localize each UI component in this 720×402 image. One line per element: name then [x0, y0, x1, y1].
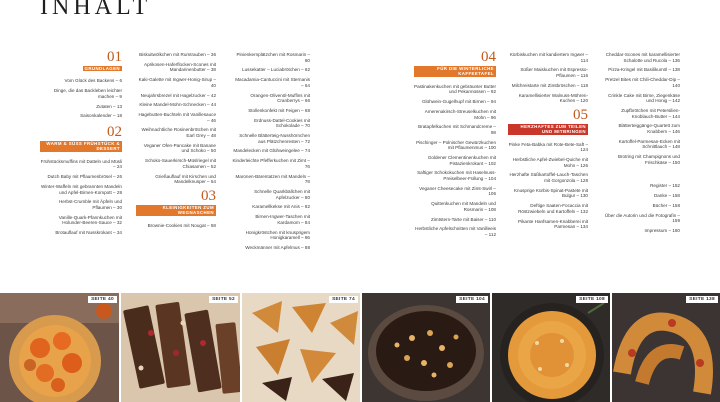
page-badge: SEITE 52: [209, 296, 238, 303]
toc-entry[interactable]: Pinke Feta-Babka mit Rote-Bete-Saft – 124: [508, 141, 588, 153]
toc-entry[interactable]: Milchreistarte mit Zimtbröschen – 118: [511, 82, 588, 88]
toc-entry[interactable]: Vom Glück des Backens – 6: [64, 78, 122, 84]
toc-entry[interactable]: Bratapfelkuchen mit Schmandcreme – 98: [418, 124, 496, 135]
toc-entry[interactable]: Kürbiskuchen mit kandiertem Ingwer – 114: [509, 52, 588, 63]
toc-entry[interactable]: Pretzel Bites mit Chili-Cheddar-Dip – 140: [605, 77, 680, 88]
section-tag: KLEINIGKEITEN ZUM WEGNASCHEN: [136, 205, 216, 216]
toc-entry[interactable]: Aprikosen-Haferflocken-Scones mit Mandarinenbutter – 38: [144, 61, 216, 73]
photo-strip: [0, 293, 720, 402]
recipe-photo[interactable]: [492, 293, 610, 402]
toc-entry[interactable]: Honigkröstchen mit knusprigem Honigkaramell – 86: [245, 229, 310, 241]
toc-entry[interactable]: Crinkle Cake mit Birne, Ziegenkäse und Honig – 142: [608, 92, 680, 104]
toc-entry[interactable]: Karamellkekse mit Anis – 82: [252, 204, 310, 210]
index-entry[interactable]: Register – 152: [650, 183, 680, 189]
recipe-photo[interactable]: [242, 293, 360, 402]
toc-entry[interactable]: Weckmänner mit Apfelmus – 88: [245, 244, 310, 250]
toc-entry[interactable]: Winter-Waffeln mit gebrannten Mandeln und Apfel-Birnen-Kompott – 28: [41, 183, 122, 195]
toc-entry[interactable]: Kartoffel-Parmesan-Ecken mit Schnittlauch – 148: [618, 138, 680, 150]
toc-entry[interactable]: Quittenkuchen mit Mandeln und Rosmarin – 108: [431, 201, 496, 212]
toc-entry[interactable]: Schoko-Sauerkirsch-Müslriegel mit Chiasamen – 52: [145, 158, 216, 169]
section-number: 03: [201, 187, 216, 204]
toc-entry[interactable]: Birnen-Ingwer-Taschen mit Kardamom – 84: [255, 214, 310, 225]
page-title: INHALT: [40, 0, 152, 20]
toc-entry[interactable]: Stollenkonfekt mit Feigen – 68: [248, 107, 310, 113]
toc-column-4: [414, 48, 496, 242]
toc-entry[interactable]: Dutch Baby mit Pflaumenbrösel – 26: [47, 174, 122, 180]
toc-entry[interactable]: Pinienkernplätzchen mit Rosmarin – 60: [236, 52, 310, 63]
recipe-photo[interactable]: [121, 293, 240, 402]
section-tag: FÜR DIE WINTERLICHE KAFFEETAFEL: [414, 66, 496, 77]
toc-entry[interactable]: Brotring mit Champignons und Frischkäse – 150: [617, 154, 680, 165]
toc-entry[interactable]: Pizza-Kringel mit Basilikumöl – 138: [608, 67, 680, 73]
section-number: 01: [107, 49, 122, 65]
toc-entry[interactable]: Biskuitwölkchen mit Rumtrauben – 36: [139, 52, 216, 57]
toc-entry[interactable]: Zimtstern-Tarte mit Baiser – 110: [430, 216, 496, 222]
toc-column-5: [508, 52, 588, 234]
recipe-photo[interactable]: [362, 293, 490, 402]
toc-entry[interactable]: Brownie-Cookies mit Nougat – 58: [147, 222, 216, 228]
toc-entry[interactable]: Saisonkalender – 18: [80, 113, 122, 119]
toc-entry[interactable]: Herbst-Crumble mit Äpfeln und Pflaumen – 30: [58, 199, 122, 210]
section-number: 05: [573, 106, 588, 123]
page-badge: SEITE 74: [329, 296, 358, 303]
section-number: 04: [481, 49, 496, 65]
toc-entry[interactable]: Maronen-Bärentatzen mit Mandeln – 78: [235, 173, 310, 185]
section-tag: GRUNDLAGEN: [84, 66, 120, 71]
toc-entry[interactable]: Deftige Saaten-Focaccia mit Röstzwiebeln und Kartoffeln – 132: [518, 203, 588, 214]
toc-entry[interactable]: Herbstliche Apfel-Zwiebel-Quiche mit Mohn – 126: [512, 157, 588, 168]
index-entry[interactable]: Danke – 158: [653, 193, 680, 199]
toc-entry[interactable]: Schnelle Quarkbällchen mit Apfelzucker – 80: [254, 188, 310, 200]
toc-entry[interactable]: Süßer Maiskuchen mit Espresso-Pflaumen – 116: [520, 67, 588, 78]
toc-entry[interactable]: Herzhafte Süßkartoffel-Lauch-Taschen mit Gorgonzola – 128: [509, 172, 588, 184]
toc-entry[interactable]: Saftiger Schokokuchen mit Haselnuss-Preiselbeer-Füllung – 104: [417, 170, 496, 182]
recipe-photo[interactable]: [612, 293, 720, 402]
toc-entry[interactable]: Amerenakirsch-Streuselkuchen mit Mohn – 96: [424, 108, 496, 120]
recipe-photo[interactable]: [0, 293, 119, 402]
toc-column-2: [136, 52, 216, 233]
toc-entry[interactable]: Blätterteiggänge-Quartett zum Knabbern – 146: [618, 123, 680, 134]
toc-entry[interactable]: Schnelle Blätterteig-Nusshörnchen aus Plätzchenresten – 72: [239, 133, 310, 144]
toc-entry[interactable]: Pischinger – Polnischer Gewürzkuchen mit Pflaumenmus – 100: [416, 139, 496, 151]
toc-entry[interactable]: Frühstücksmuffins mit Datteln und Müsli – 24: [40, 158, 122, 170]
toc-entry[interactable]: Zupfbrötchen mit Petersilien-Knoblauch-Butter – 144: [621, 107, 680, 119]
page-badge: SEITE 40: [88, 296, 117, 303]
toc-column-1: [40, 48, 122, 240]
toc-entry[interactable]: Herbstliche Apfelschnitten mit Vanilleeis – 112: [415, 226, 496, 237]
toc-column-3: [232, 52, 310, 255]
toc-entry[interactable]: Zutaten – 13: [96, 103, 122, 109]
toc-entry[interactable]: Kinderleichte Pfefferkuchen mit Zimt – 76: [232, 158, 310, 169]
toc-entry[interactable]: Weihnachtliche Rosinenbrötchen mit Earl Grey – 48: [141, 127, 216, 139]
toc-entry[interactable]: Mandelecken mit Glühweingelee – 74: [233, 148, 310, 154]
toc-entry[interactable]: Lussekatter – Luciabrötchen – 62: [242, 67, 310, 73]
toc-entry[interactable]: Orangen-Olivenöl-Muffins mit Cranberrys – 66: [250, 92, 310, 104]
toc-entry[interactable]: Veganer Cheesecake mit Zimt-Swirl – 106: [419, 185, 496, 197]
index-entry[interactable]: Über die Autorin und die Fotografin – 159: [604, 212, 680, 224]
toc-entry[interactable]: Cheddar-Scones mit karamellisierter Schalotte und Rucola – 136: [605, 52, 680, 63]
page-badge: SEITE 138: [686, 296, 718, 303]
toc-entry[interactable]: Dinge, die das Backleben leichter machen – 9: [53, 88, 122, 99]
toc-entry[interactable]: Karamellisierter Walnuss-Möhren-Kuchen – 120: [518, 92, 588, 104]
toc-entry[interactable]: Vanille-Quark-Pfannkuchen mit Holunder-Beeren-Sauce – 32: [58, 214, 122, 226]
toc-entry[interactable]: Pastinakenkuchen mit gebräunter Butter und Pekannüssen – 92: [414, 83, 496, 95]
toc-entry[interactable]: Kaki-Galette mit Ingwer-Honig-Sirup – 40: [138, 77, 216, 88]
toc-entry[interactable]: Veganer Ofen-Pancake mit Banane und Schoko – 50: [143, 142, 216, 154]
page-badge: SEITE 104: [456, 296, 488, 303]
toc-entry[interactable]: Glühwein-Gugelhupf mit Birnen – 94: [421, 99, 496, 105]
toc-entry[interactable]: Pikante Hanfsamen-Knabberei mit Parmesan – 134: [518, 218, 588, 230]
section-tag: WARM & SÜSS FRÜHSTÜCK & DESSERT: [40, 141, 122, 152]
toc-column-6: [600, 52, 680, 238]
index-entry[interactable]: Bücher – 158: [652, 202, 680, 208]
toc-entry[interactable]: Neujahrsbrezel mit Hagelzucker – 42: [140, 92, 216, 98]
toc-entry[interactable]: Kleine Mandel-Mohn-Schnecken – 44: [139, 102, 216, 108]
toc-entry[interactable]: Grießauflauf mit Kirschen und Mandelknusper – 54: [155, 173, 216, 185]
toc-entry[interactable]: Macadamia-Cantuccini mit Sternanis – 64: [235, 77, 310, 88]
index-entry[interactable]: Impressum – 160: [644, 228, 680, 234]
toc-entry[interactable]: Brotauflauf mit Nusskrokant – 34: [55, 230, 122, 236]
toc-entry[interactable]: Hagebutten-Buchteln mit Vanillesauce – 46: [138, 112, 216, 123]
toc-entry[interactable]: Goldener Clementinenkuchen mit Pistazienkrokant – 102: [427, 155, 496, 166]
toc-entry[interactable]: Knusprige Kürbis-Spinat-Pastete mit Bulgur – 130: [513, 187, 588, 199]
section-number: 02: [107, 123, 122, 140]
section-tag: HERZHAFTES ZUM TEILEN UND MITBRINGEN: [508, 124, 588, 135]
page-badge: SEITE 108: [576, 296, 608, 303]
toc-entry[interactable]: Erdnuss-Dattel-Cookies mit Schokolade – 70: [254, 117, 310, 129]
